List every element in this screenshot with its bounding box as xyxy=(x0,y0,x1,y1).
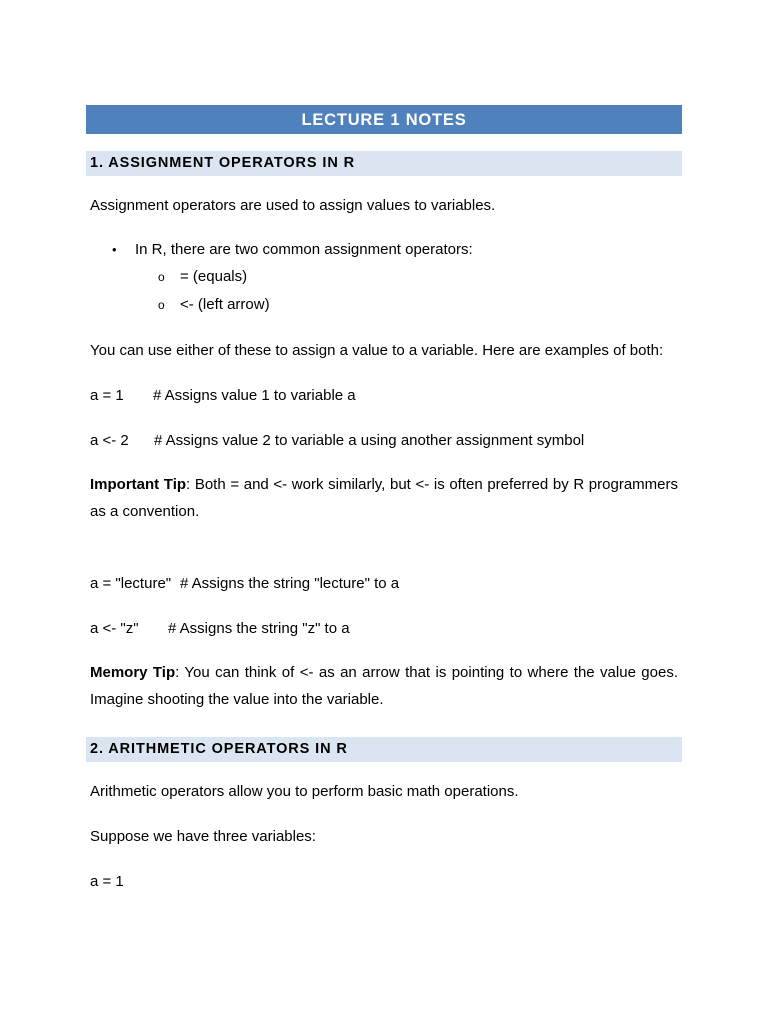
memory-tip-label: Memory Tip xyxy=(90,664,176,681)
memory-tip xyxy=(90,659,678,713)
important-tip-label: Important Tip xyxy=(90,476,187,493)
suppose-text: Suppose we have three variables: xyxy=(90,828,316,845)
important-tip xyxy=(90,471,678,525)
example-code-2: a <- 2 xyxy=(90,432,129,449)
bullet-item: In R, there are two common assignment operators: xyxy=(135,241,473,258)
example-comment-2: # Assigns value 2 to variable a using another assignment symbol xyxy=(154,432,585,449)
example-code-4: a <- "z" xyxy=(90,620,139,637)
section-heading-arithmetic: 2. ARITHMETIC OPERATORS IN R xyxy=(86,737,682,762)
sub-item-left-arrow: <- (left arrow) xyxy=(180,296,270,313)
assignment-intro: Assignment operators are used to assign values to variables. xyxy=(90,197,496,214)
example-code-3: a = "lecture" xyxy=(90,575,172,592)
example-comment-4: # Assigns the string "z" to a xyxy=(168,620,350,637)
variable-a-line: a = 1 xyxy=(90,873,124,890)
sub-bullet-icon: o xyxy=(158,270,165,284)
example-comment-3: # Assigns the string "lecture" to a xyxy=(180,575,400,592)
arithmetic-intro: Arithmetic operators allow you to perform basic math operations. xyxy=(90,783,519,800)
sub-item-equals: = (equals) xyxy=(180,268,248,285)
memory-tip-text: : You can think of <- as an arrow that is pointing to where the value goes. Imagine shooting the value into the variable. xyxy=(90,664,678,708)
bullet-icon: • xyxy=(112,242,117,257)
example-code-1: a = 1 xyxy=(90,387,124,404)
example-comment-1: # Assigns value 1 to variable a xyxy=(153,387,356,404)
sub-bullet-icon: o xyxy=(158,298,165,312)
section-heading-assignment: 1. ASSIGNMENT OPERATORS IN R xyxy=(86,151,682,176)
document-page xyxy=(86,105,682,890)
important-tip-text: : Both = and <- work similarly, but <- is often preferred by R programmers as a convention. xyxy=(90,476,678,520)
page-title: LECTURE 1 NOTES xyxy=(86,105,682,134)
examples-intro: You can use either of these to assign a value to a variable. Here are examples of both: xyxy=(90,342,664,359)
